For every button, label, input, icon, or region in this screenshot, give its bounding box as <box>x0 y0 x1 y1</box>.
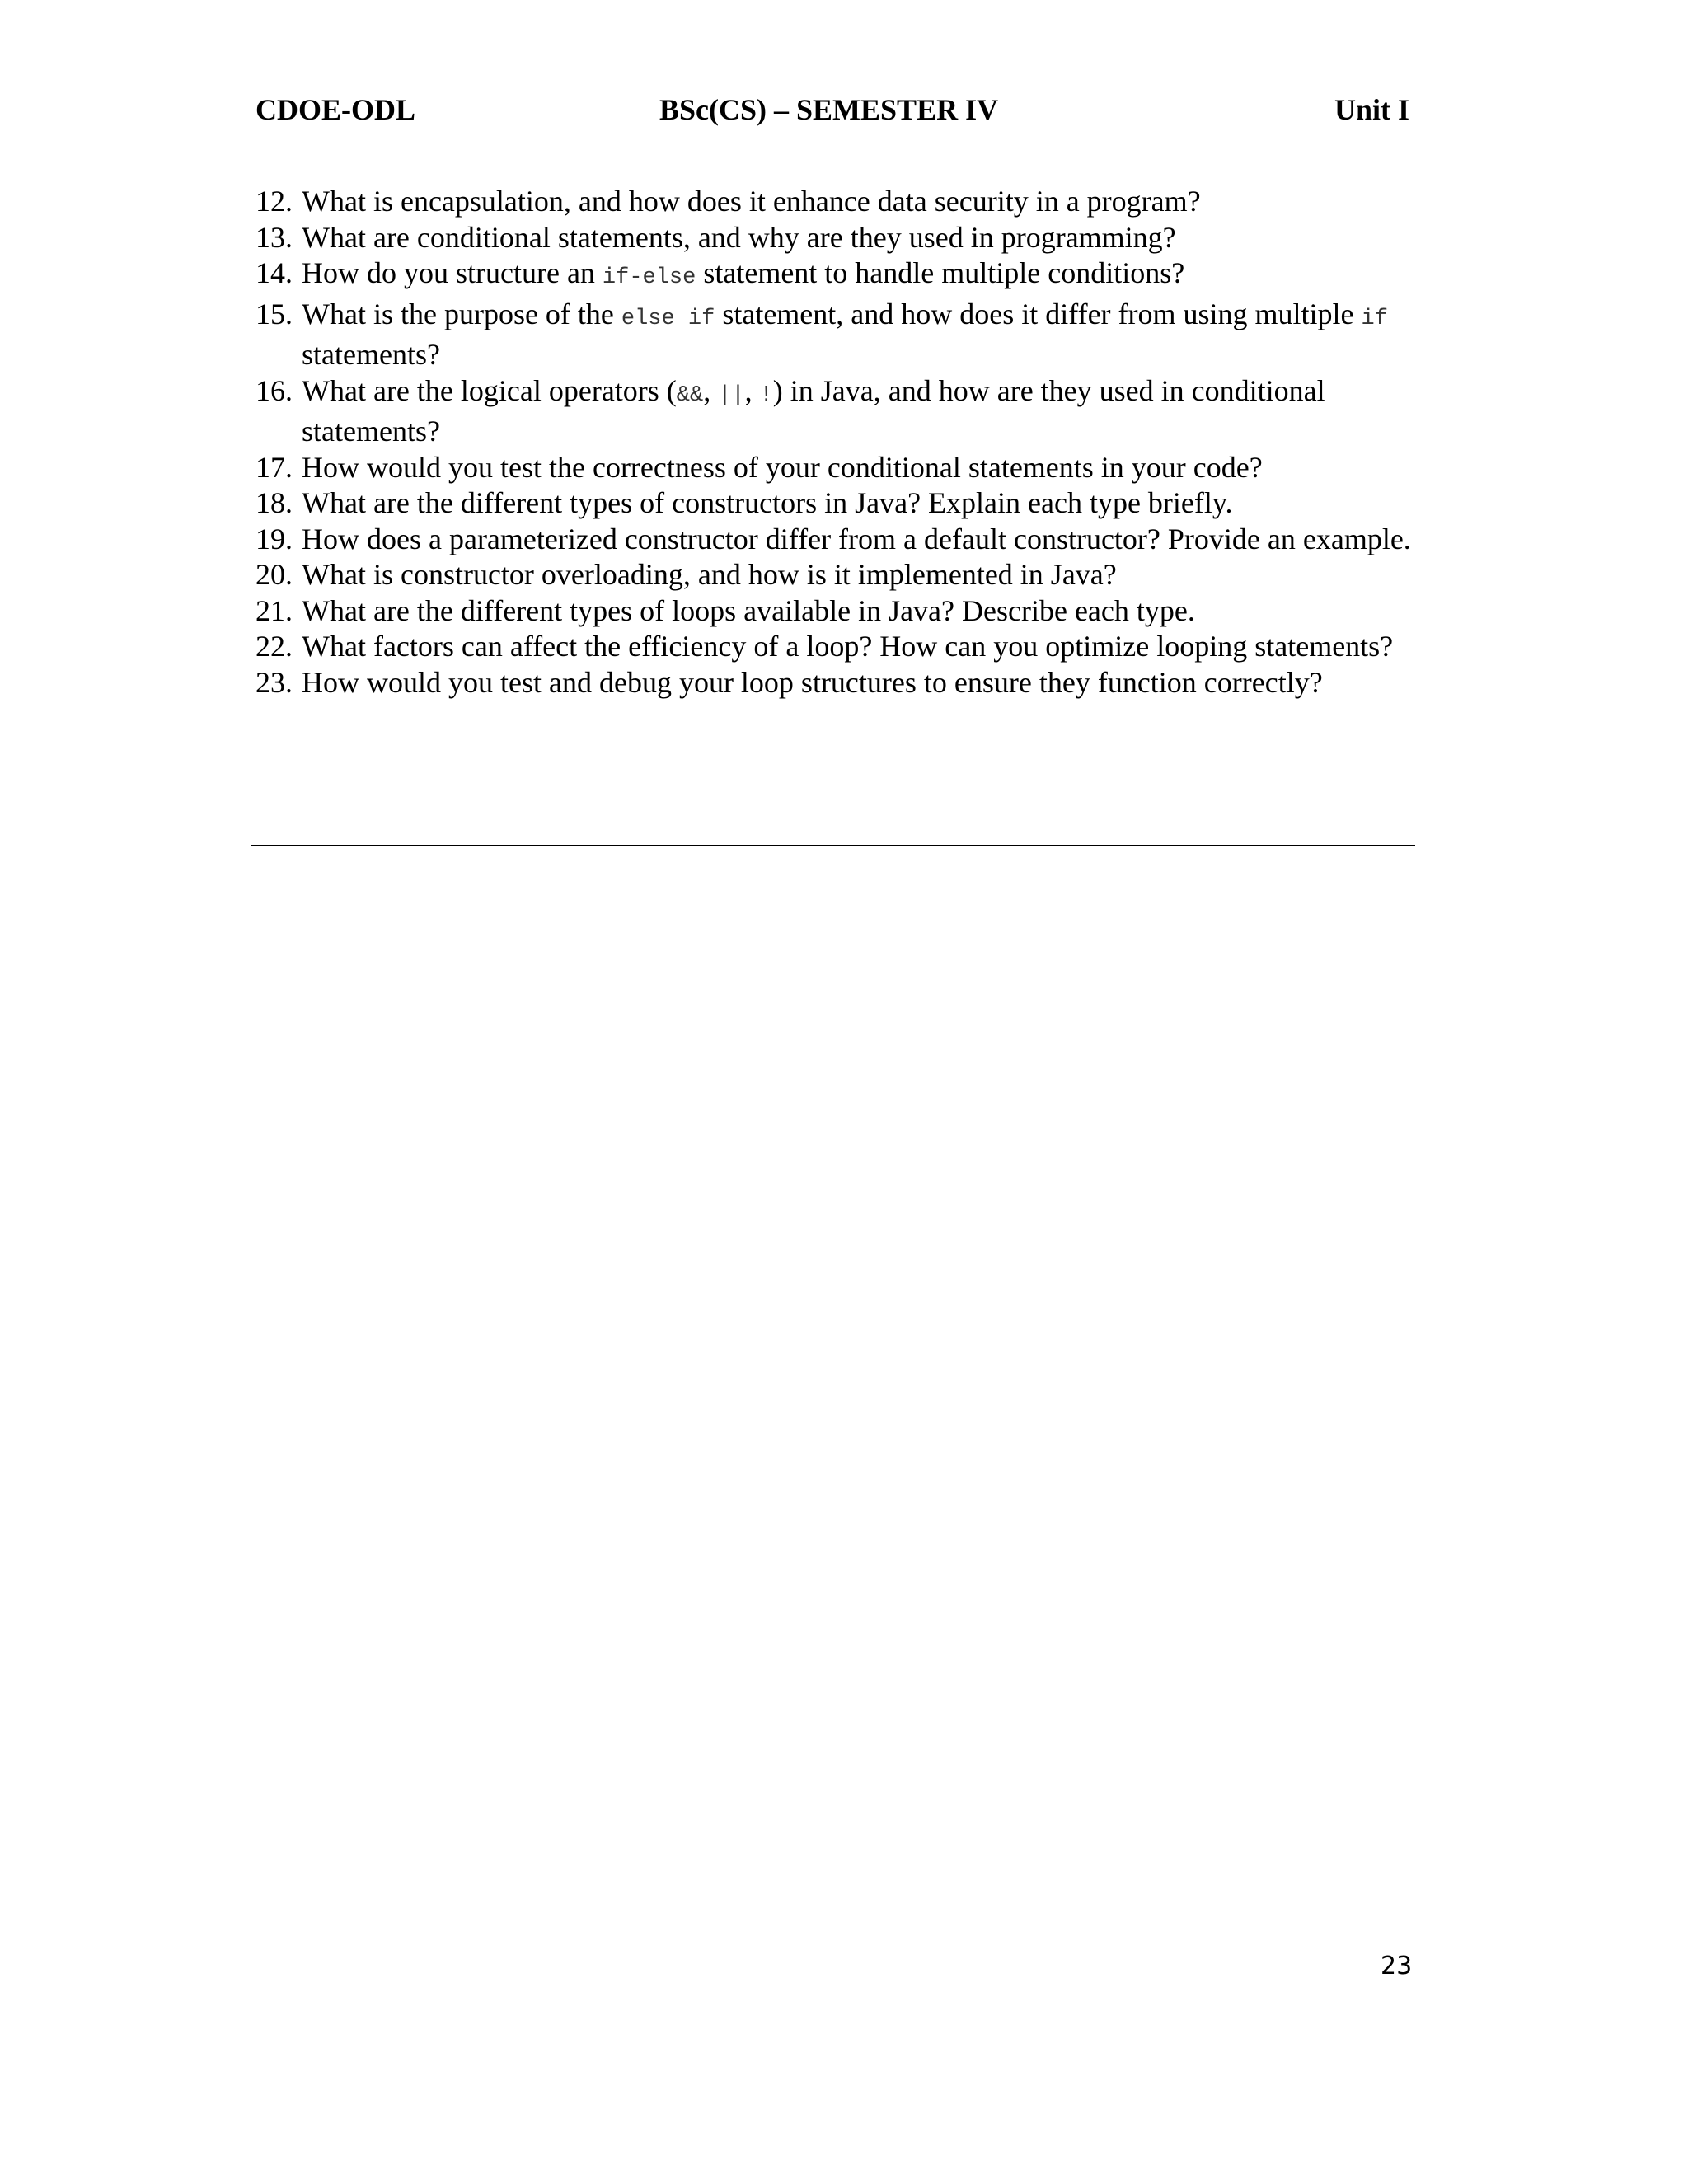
header-course: BSc(CS) – SEMESTER IV <box>659 93 999 126</box>
question-text: How do you structure an <box>302 256 603 289</box>
question-item <box>256 593 1426 630</box>
question-number: 21. <box>256 593 293 627</box>
question-text: statement to handle multiple conditions? <box>696 256 1185 289</box>
question-item <box>256 184 1426 220</box>
question-item <box>256 629 1426 665</box>
question-text: , <box>703 373 719 407</box>
question-number: 19. <box>256 522 293 555</box>
inline-code: && <box>676 382 704 408</box>
question-text: , <box>744 373 760 407</box>
question-text: What is encapsulation, and how does it enhance data security in a program? <box>302 185 1201 218</box>
question-item <box>256 220 1426 256</box>
question-item <box>256 450 1426 486</box>
inline-code: else if <box>621 306 715 331</box>
question-text: What are the different types of loops available in Java? Describe each type. <box>302 593 1195 627</box>
question-text: How does a parameterized constructor differ from a default constructor? Provide an example. <box>302 522 1411 555</box>
question-list <box>256 184 1426 701</box>
question-text: statements? <box>302 338 440 371</box>
page-number: 23 <box>1381 1952 1413 1980</box>
question-text: What is the purpose of the <box>302 297 621 330</box>
question-text: ) in Java, and how are they used in conditional statements? <box>302 373 1325 448</box>
inline-code: || <box>718 382 745 408</box>
question-text: What factors can affect the efficiency of a loop? How can you optimize looping statements? <box>302 630 1394 663</box>
question-number: 20. <box>256 558 293 591</box>
question-item <box>256 297 1426 373</box>
page-header <box>256 92 1409 135</box>
question-item <box>256 255 1426 297</box>
question-item <box>256 665 1426 701</box>
question-text: What is constructor overloading, and how is it implemented in Java? <box>302 558 1117 591</box>
question-number: 16. <box>256 373 293 407</box>
question-number: 23. <box>256 665 293 699</box>
question-number: 14. <box>256 256 293 289</box>
inline-code: ! <box>759 382 773 408</box>
question-text: statement, and how does it differ from using multiple <box>715 297 1362 330</box>
question-item <box>256 373 1426 450</box>
question-text: How would you test and debug your loop structures to ensure they function correctly? <box>302 665 1323 699</box>
question-item <box>256 485 1426 522</box>
question-number: 13. <box>256 220 293 254</box>
header-institution: CDOE-ODL <box>256 93 416 126</box>
question-number: 22. <box>256 630 293 663</box>
section-divider <box>251 845 1415 846</box>
question-item <box>256 522 1426 558</box>
question-number: 17. <box>256 450 293 484</box>
inline-code: if <box>1361 306 1388 331</box>
question-number: 15. <box>256 297 293 330</box>
question-text: What are the different types of constructors in Java? Explain each type briefly. <box>302 486 1233 519</box>
question-text: How would you test the correctness of your conditional statements in your code? <box>302 450 1263 484</box>
question-number: 12. <box>256 185 293 218</box>
question-item <box>256 557 1426 593</box>
header-unit: Unit I <box>1334 93 1409 126</box>
question-text: What are the logical operators ( <box>302 373 677 407</box>
question-text: What are conditional statements, and why are they used in programming? <box>302 220 1176 254</box>
inline-code: if-else <box>602 265 696 290</box>
question-number: 18. <box>256 486 293 519</box>
